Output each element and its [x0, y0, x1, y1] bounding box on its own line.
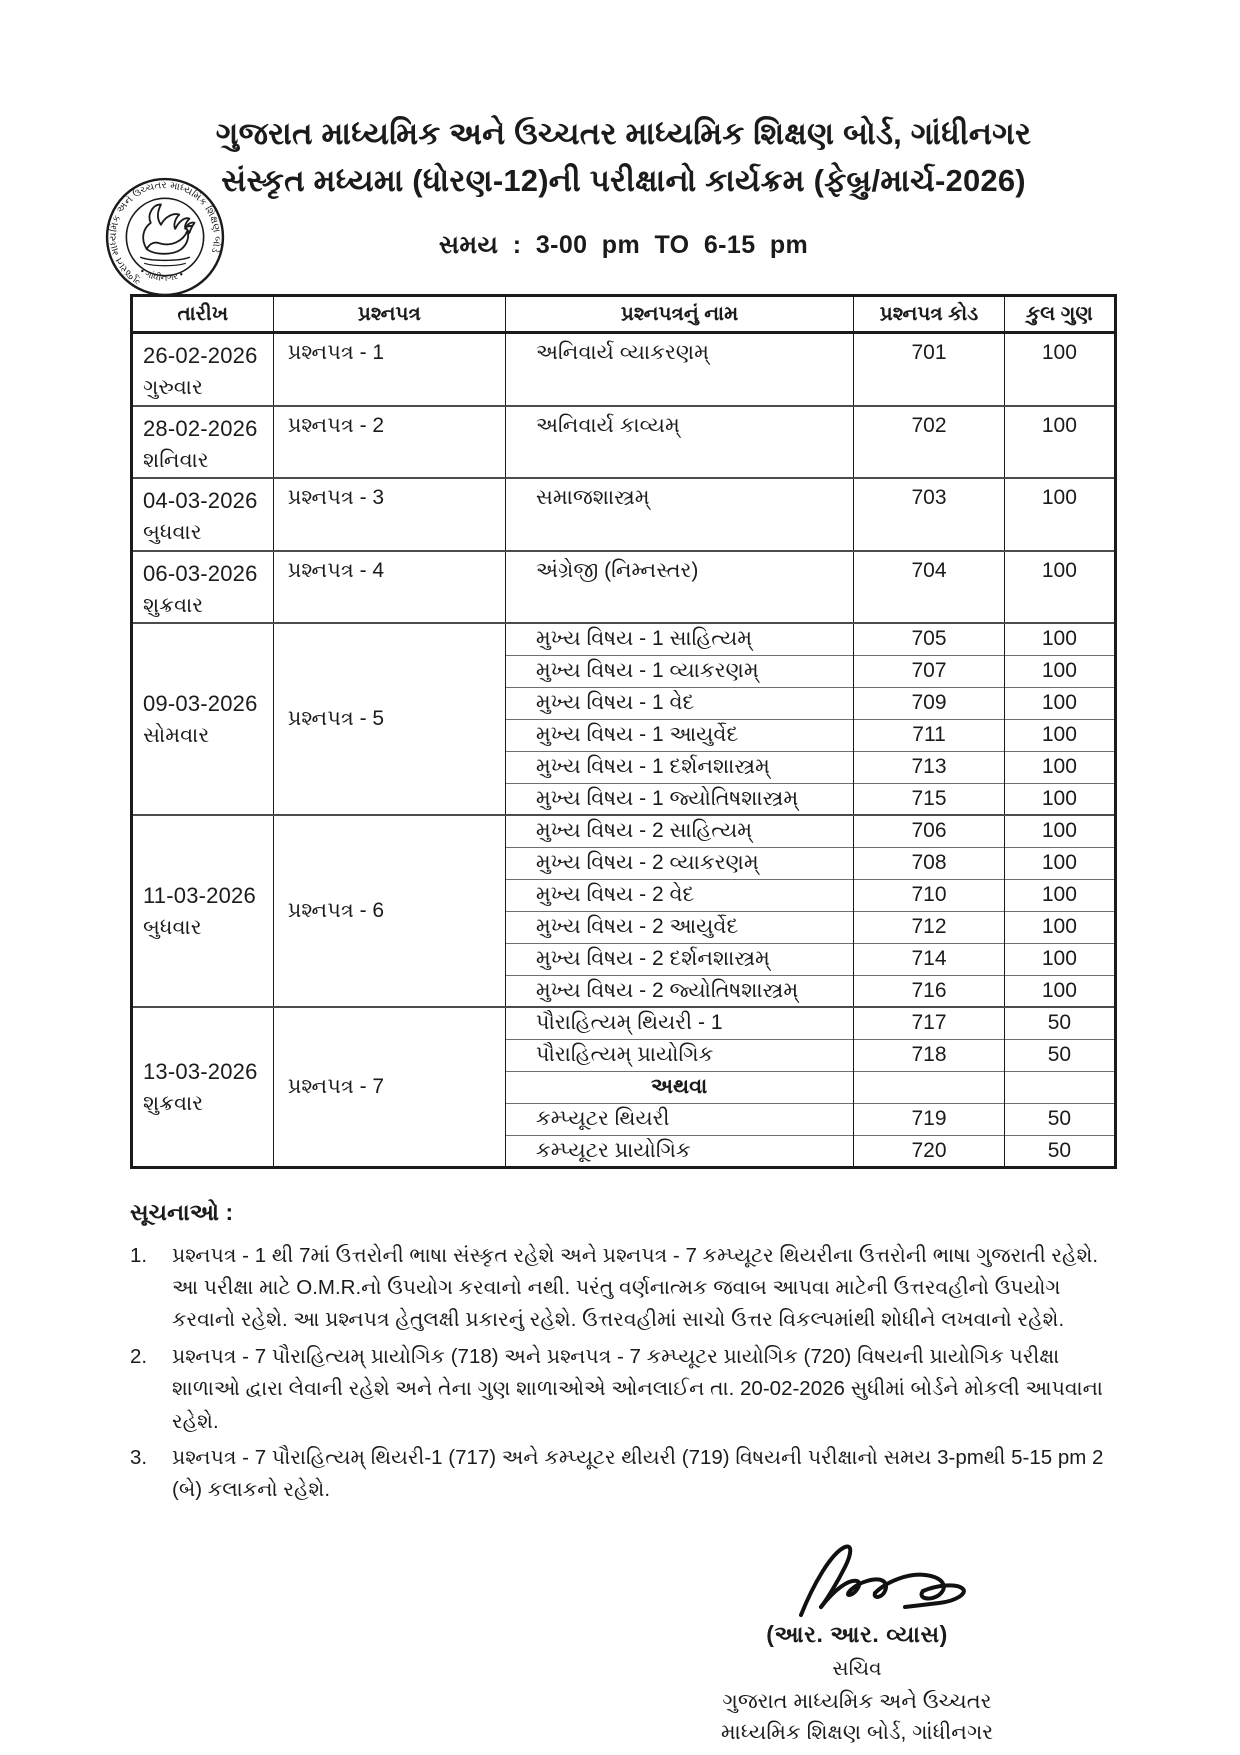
column-header: પ્રશ્નપત્ર કોડ — [854, 296, 1005, 333]
board-seal-logo — [104, 176, 226, 298]
date-cell — [132, 1007, 274, 1167]
subject-name-cell: મુખ્ય વિષય - 1 દર્શનશાસ્ત્રમ્ — [505, 751, 853, 783]
swan-icon — [141, 204, 195, 265]
subject-name-cell: મુખ્ય વિષય - 2 આયુર્વેદ — [505, 911, 853, 943]
paper-code-cell: 720 — [854, 1135, 1005, 1167]
total-marks-cell: 100 — [1004, 751, 1115, 783]
subject-name-cell: સમાજશાસ્ત્રમ્ — [505, 478, 853, 551]
subject-name-cell: પૌરાહિત્યમ્ પ્રાયોગિક — [505, 1039, 853, 1071]
total-marks-cell: 100 — [1004, 815, 1115, 847]
date-cell — [132, 333, 274, 406]
subject-name-cell: મુખ્ય વિષય - 2 દર્શનશાસ્ત્રમ્ — [505, 943, 853, 975]
subject-name-cell: મુખ્ય વિષય - 1 જ્યોતિષશાસ્ત્રમ્ — [505, 783, 853, 815]
paper-cell: પ્રશ્નપત્ર - 1 — [273, 333, 505, 406]
paper-code-cell: 705 — [854, 623, 1005, 655]
exam-date: 26-02-2026 — [143, 343, 258, 369]
table-row — [132, 478, 1116, 551]
exam-date: 28-02-2026 — [143, 415, 258, 441]
total-marks-cell: 100 — [1004, 783, 1115, 815]
subject-name-cell: મુખ્ય વિષય - 1 વ્યાકરણમ્ — [505, 655, 853, 687]
column-header: પ્રશ્નપત્ર — [273, 296, 505, 333]
exam-date: 11-03-2026 — [143, 882, 256, 908]
total-marks-cell: 50 — [1004, 1135, 1115, 1167]
table-row — [132, 1007, 1116, 1039]
paper-code-cell: 706 — [854, 815, 1005, 847]
exam-date: 04-03-2026 — [143, 488, 258, 514]
total-marks-cell: 100 — [1004, 911, 1115, 943]
date-cell — [132, 406, 274, 479]
signatory-org-line1: ગુજરાત માધ્યમિક અને ઉચ્ચતર — [722, 1689, 992, 1713]
subject-name-cell: મુખ્ય વિષય - 2 વેદ — [505, 879, 853, 911]
notes-list — [130, 1240, 1117, 1507]
exam-weekday: સોમવાર — [143, 723, 210, 747]
paper-code-cell: 717 — [854, 1007, 1005, 1039]
subject-name-cell: મુખ્ય વિષય - 2 જ્યોતિષશાસ્ત્રમ્ — [505, 975, 853, 1007]
paper-cell: પ્રશ્નપત્ર - 3 — [273, 478, 505, 551]
board-title: ગુજરાત માધ્યમિક અને ઉચ્ચતર માધ્યમિક શિક્ષણ બોર્ડ, ગાંધીનગર — [215, 116, 1032, 151]
paper-cell: પ્રશ્નપત્ર - 4 — [273, 551, 505, 624]
subject-name-cell: કમ્પ્યૂટર થિયરી — [505, 1103, 853, 1135]
paper-code-cell: 708 — [854, 847, 1005, 879]
total-marks-cell: 100 — [1004, 406, 1115, 479]
paper-cell: પ્રશ્નપત્ર - 7 — [273, 1007, 505, 1167]
date-cell — [132, 623, 274, 815]
total-marks-cell: 100 — [1004, 719, 1115, 751]
signatory-designation: સચિવ — [832, 1657, 882, 1680]
total-marks-cell: 100 — [1004, 687, 1115, 719]
note-item — [130, 1240, 1117, 1337]
seal-ring-text: ગુજરાત માધ્યમિક અને ઉચ્ચતર માધ્યમિક શિક્ષણ બોર્ડ — [108, 180, 223, 287]
exam-date: 13-03-2026 — [143, 1058, 258, 1084]
paper-code-cell: 712 — [854, 911, 1005, 943]
note-text: પ્રશ્નપત્ર - 7 પૌરાહિત્યમ્ થિયરી-1 (717) અને કમ્પ્યૂટર થીયરી (719) વિષયની પરીક્ષાનો સમય 3-pmથી 5-15 pm 2 (બે) કલાકનો રહેશે. — [172, 1445, 1104, 1502]
total-marks-cell: 50 — [1004, 1007, 1115, 1039]
exam-weekday: શનિવાર — [143, 448, 209, 472]
subject-name-cell: મુખ્ય વિષય - 1 આયુર્વેદ — [505, 719, 853, 751]
notes-heading: સૂચનાઓ : — [130, 1198, 234, 1225]
exam-weekday: શુક્રવાર — [143, 1091, 204, 1115]
note-number: 3. — [130, 1445, 148, 1469]
paper-cell: પ્રશ્નપત્ર - 6 — [273, 815, 505, 1007]
paper-code-cell: 711 — [854, 719, 1005, 751]
paper-code-cell: 719 — [854, 1103, 1005, 1135]
exam-table-head-row — [132, 296, 1116, 333]
total-marks-cell: 100 — [1004, 879, 1115, 911]
note-item — [130, 1341, 1117, 1438]
table-row — [132, 406, 1116, 479]
paper-code-cell: 716 — [854, 975, 1005, 1007]
subject-name-cell: મુખ્ય વિષય - 1 વેદ — [505, 687, 853, 719]
date-cell — [132, 815, 274, 1007]
signature-block — [637, 1537, 1077, 1745]
exam-date: 06-03-2026 — [143, 560, 258, 586]
exam-program-title: સંસ્કૃત મધ્યમા (ધોરણ-12)ની પરીક્ષાનો કાર્યક્રમ (ફેબ્રુ/માર્ચ-2026) — [221, 162, 1026, 198]
total-marks-cell: 100 — [1004, 623, 1115, 655]
document-header — [130, 116, 1117, 260]
note-text: પ્રશ્નપત્ર - 7 પૌરાહિત્યમ્ પ્રાયોગિક (718) અને પ્રશ્નપત્ર - 7 કમ્પ્યૂટર પ્રાયોગિક (720) વિષયની પ્રાયોગિક પરીક્ષા શાળાઓ દ્વારા લેવાની રહેશે અને તેના ગુણ શાળાઓએ ઓનલાઈન તા. 20-02-2026 સુધીમાં બોર્ડને મોકલી આપવાના રહેશે. — [172, 1344, 1103, 1433]
paper-code-cell: 715 — [854, 783, 1005, 815]
exam-date: 09-03-2026 — [143, 690, 258, 716]
date-cell — [132, 551, 274, 624]
column-header: કુલ ગુણ — [1004, 296, 1115, 333]
total-marks-cell: 100 — [1004, 975, 1115, 1007]
total-marks-cell: 100 — [1004, 478, 1115, 551]
total-marks-cell: 100 — [1004, 655, 1115, 687]
table-row — [132, 815, 1116, 847]
subject-name-cell: અનિવાર્ય વ્યાકરણમ્ — [505, 333, 853, 406]
date-cell — [132, 478, 274, 551]
exam-time-line: સમય : 3-00 pm TO 6-15 pm — [438, 231, 809, 260]
or-divider-cell: અથવા — [505, 1071, 853, 1103]
paper-code-cell: 704 — [854, 551, 1005, 624]
subject-name-cell: મુખ્ય વિષય - 2 વ્યાકરણમ્ — [505, 847, 853, 879]
total-marks-cell: 100 — [1004, 551, 1115, 624]
note-number: 1. — [130, 1243, 148, 1267]
subject-name-cell: કમ્પ્યૂટર પ્રાયોગિક — [505, 1135, 853, 1167]
table-row — [132, 333, 1116, 406]
paper-code-cell — [854, 1071, 1005, 1103]
column-header: પ્રશ્નપત્રનું નામ — [505, 296, 853, 333]
exam-weekday: ગુરુવાર — [143, 376, 203, 400]
subject-name-cell: અનિવાર્ય કાવ્યમ્ — [505, 406, 853, 479]
paper-code-cell: 702 — [854, 406, 1005, 479]
table-row — [132, 623, 1116, 655]
paper-code-cell: 714 — [854, 943, 1005, 975]
total-marks-cell — [1004, 1071, 1115, 1103]
seal-bottom-text: • ગાંધીનગર • — [138, 265, 185, 283]
total-marks-cell: 100 — [1004, 847, 1115, 879]
paper-code-cell: 703 — [854, 478, 1005, 551]
table-row — [132, 551, 1116, 624]
note-number: 2. — [130, 1344, 148, 1368]
total-marks-cell: 50 — [1004, 1039, 1115, 1071]
paper-code-cell: 701 — [854, 333, 1005, 406]
exam-weekday: બુધવાર — [143, 521, 202, 545]
exam-weekday: શુક્રવાર — [143, 593, 204, 617]
note-item — [130, 1442, 1117, 1507]
paper-code-cell: 707 — [854, 655, 1005, 687]
paper-code-cell: 713 — [854, 751, 1005, 783]
signature-image — [787, 1537, 977, 1625]
subject-name-cell: અંગ્રેજી (નિમ્નસ્તર) — [505, 551, 853, 624]
subject-name-cell: મુખ્ય વિષય - 2 સાહિત્યમ્ — [505, 815, 853, 847]
paper-cell: પ્રશ્નપત્ર - 5 — [273, 623, 505, 815]
paper-code-cell: 710 — [854, 879, 1005, 911]
exam-weekday: બુધવાર — [143, 915, 202, 939]
total-marks-cell: 100 — [1004, 333, 1115, 406]
exam-timetable — [130, 294, 1117, 1169]
paper-cell: પ્રશ્નપત્ર - 2 — [273, 406, 505, 479]
note-text: પ્રશ્નપત્ર - 1 થી 7માં ઉત્તરોની ભાષા સંસ્કૃત રહેશે અને પ્રશ્નપત્ર - 7 કમ્પ્યૂટર થિયરીના ઉત્તરોની ભાષા ગુજરાતી રહેશે. આ પરીક્ષા માટે O.M.R.નો ઉપયોગ કરવાનો નથી. પરંતુ વર્ણનાત્મક જવાબ આપવા માટેની ઉત્તરવહીનો ઉપયોગ કરવાનો રહેશે. આ પ્રશ્નપત્ર હેતુલક્ષી પ્રકારનું રહેશે. ઉત્તરવહીમાં સાચો ઉત્તર વિકલ્પમાંથી શોધીને લખવાનો રહેશે. — [172, 1243, 1099, 1332]
total-marks-cell: 50 — [1004, 1103, 1115, 1135]
column-header: તારીખ — [132, 296, 274, 333]
paper-code-cell: 718 — [854, 1039, 1005, 1071]
signatory-org-line2: માધ્યમિક શિક્ષણ બોર્ડ, ગાંધીનગર — [720, 1720, 994, 1744]
exam-table-body — [132, 333, 1116, 1168]
subject-name-cell: પૌરાહિત્યમ્ થિયરી - 1 — [505, 1007, 853, 1039]
total-marks-cell: 100 — [1004, 943, 1115, 975]
subject-name-cell: મુખ્ય વિષય - 1 સાહિત્યમ્ — [505, 623, 853, 655]
notes-section — [130, 1199, 1117, 1507]
paper-code-cell: 709 — [854, 687, 1005, 719]
signatory-name: (આર. આર. વ્યાસ) — [766, 1620, 948, 1647]
